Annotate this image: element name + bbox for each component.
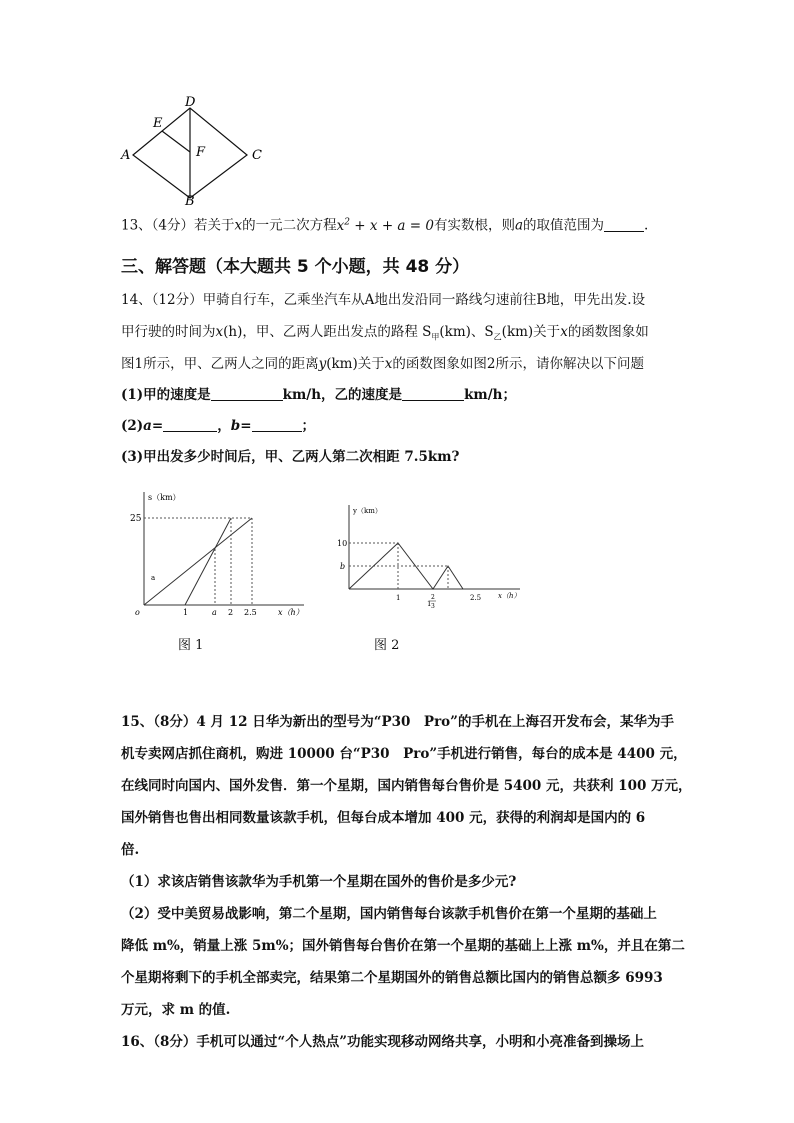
svg-text:25: 25	[130, 514, 142, 524]
svg-text:2.5: 2.5	[470, 594, 482, 602]
svg-text:2: 2	[431, 594, 435, 601]
q14-part-2: (2)a= ，b= ；	[121, 418, 315, 434]
q14-part-1: (1)甲的速度是 km/h，乙的速度是 km/h；	[121, 387, 516, 403]
svg-text:2.5: 2.5	[244, 608, 257, 617]
svg-text:10: 10	[337, 539, 348, 548]
q13-text-tail: 的取值范围为	[523, 217, 605, 234]
figure-1-caption: 图 1	[178, 638, 204, 653]
q13-var-a: a	[514, 217, 524, 234]
svg-text:x（h）: x（h）	[278, 608, 304, 617]
figure-2-graph	[330, 495, 530, 615]
q15-sub-2-line-2: 降低 m%，销量上涨 5m%；国外销售每台售价在第一个星期的基础上上涨 m%，并且在第二	[121, 938, 685, 954]
answer-blank[interactable]	[252, 417, 302, 432]
q15-sub-1: （1）求该店销售该款华为手机第一个星期在国外的售价是多少元?	[121, 874, 517, 890]
q14-line-1: 14、（12分）甲骑自行车，乙乘坐汽车从A地出发沿同一路线匀速前往B地，甲先出发.设	[121, 292, 646, 308]
label-b: B	[185, 194, 195, 205]
q15-line-3: 在线同时向国内、国外发售．第一个星期，国内销售每台售价是 5400 元，共获利 100 万元，	[121, 778, 692, 794]
svg-text:1: 1	[183, 608, 189, 617]
svg-text:x（h）: x（h）	[498, 592, 521, 600]
figure-1-graph	[130, 488, 310, 618]
svg-text:1: 1	[396, 594, 401, 602]
svg-text:o: o	[135, 608, 140, 617]
svg-text:a: a	[212, 608, 217, 617]
q13-text-mid: 的一元二次方程	[242, 217, 337, 234]
svg-text:s（km）: s（km）	[148, 493, 181, 502]
q15-line-2: 机专卖网店抓住商机，购进 10000 台“P30 Pro”手机进行销售，每台的成本是 4400 元，	[121, 746, 687, 762]
fig1-line-yi	[185, 518, 231, 605]
label-e: E	[153, 116, 163, 131]
svg-text:2: 2	[228, 608, 234, 617]
q15-sub-2-line-4: 万元，求 m 的值.	[121, 1002, 231, 1018]
figure-2-caption: 图 2	[374, 638, 400, 653]
q15-line-1: 15、（8分）4 月 12 日华为新出的型号为“P30 Pro”的手机在上海召开发布会，某华为手	[121, 714, 674, 730]
q13-var-x: x	[234, 217, 243, 234]
q15-line-4: 国外销售也售出相同数量该款手机，但每台成本增加 400 元，获得的利润却是国内的 6	[121, 810, 646, 826]
svg-text:3: 3	[431, 603, 435, 610]
answer-blank[interactable]	[402, 386, 464, 401]
svg-text:b: b	[340, 562, 346, 571]
label-c: C	[252, 148, 262, 163]
answer-blank[interactable]	[163, 417, 217, 432]
section-3-heading: 三、解答题（本大题共 5 个小题，共 48 分）	[121, 257, 470, 277]
q13-equation: $x^2 + x + a = 0$	[336, 217, 434, 234]
q13-text-after: 有实数根，则	[433, 217, 515, 234]
q15-sub-2-line-3: 个星期将剩下的手机全部卖完，结果第二个星期国外的销售总额比国内的销售总额多 6993	[121, 970, 663, 986]
svg-text:y（km）: y（km）	[353, 507, 382, 515]
q16-line-1: 16、（8分）手机可以通过“个人热点”功能实现移动网络共享，小明和小亮准备到操场上	[121, 1034, 644, 1050]
fig1-line-jia	[144, 518, 252, 605]
rhombus-figure	[112, 95, 272, 205]
answer-blank[interactable]	[604, 217, 644, 232]
q13-number: 13、（4分）若关于	[121, 217, 235, 234]
q14-part-3: (3)甲出发多少时间后，甲、乙两人第二次相距 7.5km?	[121, 449, 460, 465]
label-d: D	[185, 95, 196, 110]
label-f: F	[196, 145, 206, 160]
segment-ef	[162, 131, 190, 152]
question-13: 13、（4分）若关于x的一元二次方程$x^2 + x + a = 0$有实数根，则a的取值范围为 .	[121, 217, 649, 234]
q14-line-2: 甲行驶的时间为x(h)，甲、乙两人距出发点的路程 $S_甲(km)$、$S_乙(km)$关于x的函数图象如	[121, 324, 649, 342]
svg-text:1: 1	[427, 600, 432, 608]
label-a: A	[121, 148, 131, 163]
svg-text:a: a	[151, 574, 156, 582]
answer-blank[interactable]	[211, 386, 283, 401]
q15-line-5: 倍.	[121, 842, 140, 858]
q15-sub-2-line-1: （2）受中美贸易战影响，第二个星期，国内销售每台该款手机售价在第一个星期的基础上	[121, 906, 657, 922]
q14-line-3: 图1所示，甲、乙两人之同的距离y(km)关于x的函数图象如图2所示，请你解决以下问题	[121, 356, 644, 372]
